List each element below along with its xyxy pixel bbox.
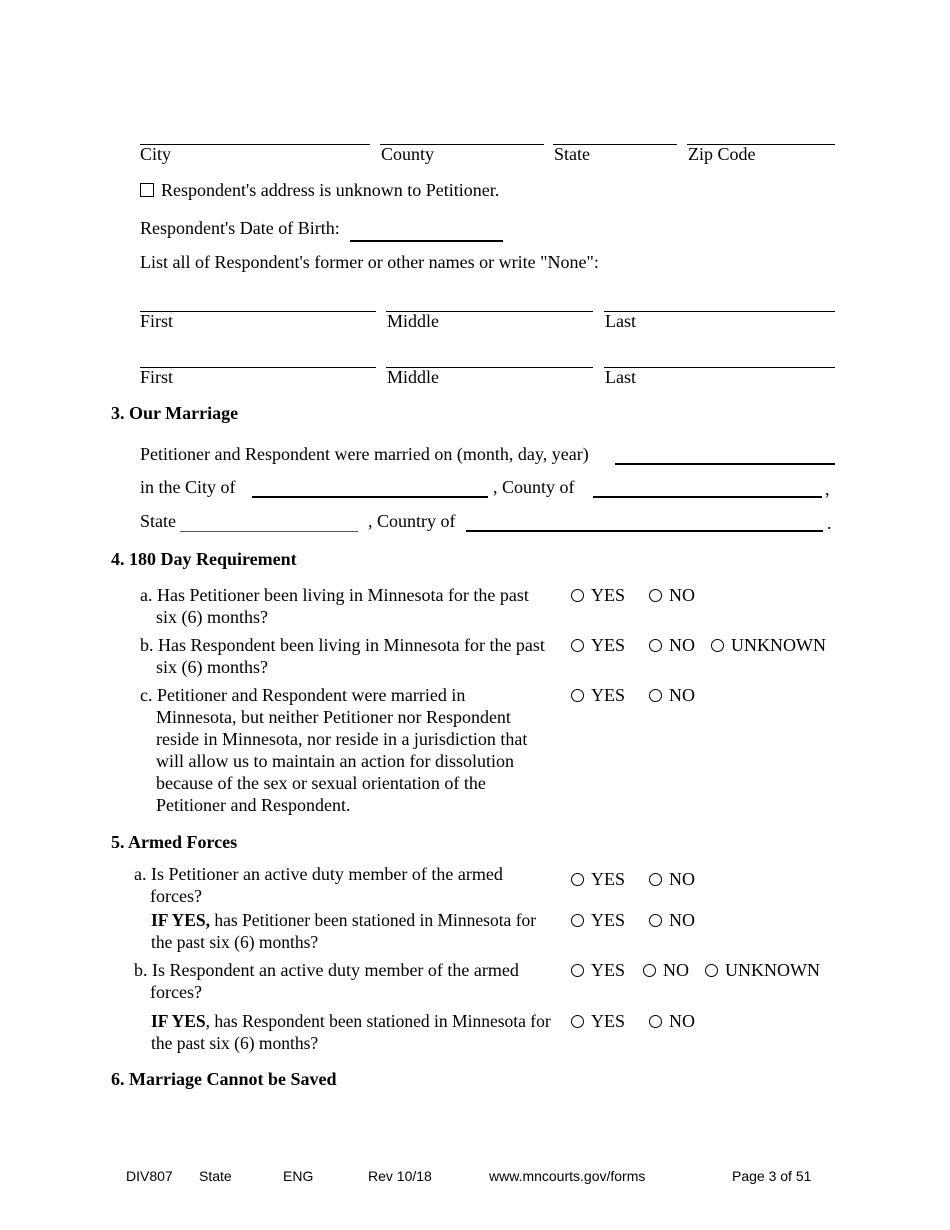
footer-language: ENG bbox=[283, 1168, 314, 1184]
unknown-address-label: Respondent's address is unknown to Petitioner. bbox=[161, 180, 500, 200]
question-text: , has Respondent been stationed in Minnesota for bbox=[205, 1011, 551, 1031]
no-radio[interactable]: NO bbox=[649, 1010, 695, 1032]
question-text: has Petitioner been stationed in Minnesota for bbox=[210, 910, 537, 930]
yes-radio[interactable]: YES bbox=[571, 1010, 649, 1032]
question-text: the past six (6) months? bbox=[151, 932, 319, 952]
yes-radio[interactable]: YES bbox=[571, 684, 649, 706]
first-label: First bbox=[140, 367, 174, 387]
radio-group-5b-if-yes bbox=[571, 1010, 695, 1032]
question-text: b. Is Respondent an active duty member of the armed bbox=[134, 960, 519, 980]
question-5a-if-yes bbox=[151, 909, 561, 953]
question-text: six (6) months? bbox=[156, 657, 268, 677]
question-text: c. Petitioner and Respondent were married in bbox=[140, 685, 466, 705]
if-yes-label: IF YES, bbox=[151, 910, 210, 930]
state-label-2: State bbox=[140, 511, 176, 531]
question-text: the past six (6) months? bbox=[151, 1033, 319, 1053]
yes-radio[interactable]: YES bbox=[571, 868, 649, 890]
yes-radio[interactable]: YES bbox=[571, 959, 643, 981]
question-text: Petitioner and Respondent. bbox=[156, 795, 351, 815]
radio-group-5a-if-yes bbox=[571, 909, 695, 931]
if-yes-label: IF YES bbox=[151, 1011, 206, 1031]
marriage-date-field[interactable] bbox=[615, 463, 835, 465]
middle-label: Middle bbox=[387, 311, 439, 331]
radio-group-4b bbox=[571, 634, 826, 656]
city-of-label: in the City of bbox=[140, 477, 236, 497]
state-label: State bbox=[554, 144, 590, 164]
unknown-radio[interactable]: UNKNOWN bbox=[711, 634, 826, 656]
radio-group-5b bbox=[571, 959, 820, 981]
footer-page-number: Page 3 of 51 bbox=[732, 1168, 812, 1184]
yes-radio[interactable]: YES bbox=[571, 909, 649, 931]
section-5-heading: 5. Armed Forces bbox=[111, 832, 238, 852]
footer-state: State bbox=[199, 1168, 232, 1184]
question-5b-if-yes bbox=[151, 1010, 561, 1054]
middle-label: Middle bbox=[387, 367, 439, 387]
section-6-heading: 6. Marriage Cannot be Saved bbox=[111, 1069, 337, 1089]
question-text: forces? bbox=[150, 886, 202, 906]
radio-group-4a bbox=[571, 584, 695, 606]
footer-revision: Rev 10/18 bbox=[368, 1168, 432, 1184]
dob-label: Respondent's Date of Birth: bbox=[140, 218, 340, 238]
last-label: Last bbox=[605, 311, 636, 331]
first-name-field-1[interactable] bbox=[140, 311, 376, 312]
dob-field[interactable] bbox=[350, 240, 503, 242]
question-4a bbox=[140, 584, 570, 628]
question-text: b. Has Respondent been living in Minnesota for the past bbox=[140, 635, 545, 655]
no-radio[interactable]: NO bbox=[649, 634, 711, 656]
marriage-country-field[interactable] bbox=[466, 530, 823, 532]
question-text: a. Is Petitioner an active duty member of the armed bbox=[134, 864, 503, 884]
marriage-city-field[interactable] bbox=[252, 496, 488, 498]
marriage-county-field[interactable] bbox=[593, 496, 822, 498]
city-field[interactable] bbox=[140, 144, 370, 145]
no-radio[interactable]: NO bbox=[649, 584, 695, 606]
question-text: reside in Minnesota, nor reside in a jurisdiction that bbox=[156, 729, 528, 749]
footer-url[interactable]: www.mncourts.gov/forms bbox=[489, 1168, 646, 1184]
question-text: will allow us to maintain an action for dissolution bbox=[156, 751, 514, 771]
no-radio[interactable]: NO bbox=[649, 868, 695, 890]
question-5b bbox=[134, 959, 564, 1003]
last-name-field-1[interactable] bbox=[604, 311, 835, 312]
no-radio[interactable]: NO bbox=[643, 959, 705, 981]
question-4b bbox=[140, 634, 570, 678]
question-text: Minnesota, but neither Petitioner nor Respondent bbox=[156, 707, 511, 727]
county-label: County bbox=[381, 144, 435, 164]
zip-label: Zip Code bbox=[688, 144, 756, 164]
footer-form-id: DIV807 bbox=[126, 1168, 173, 1184]
radio-group-5a bbox=[571, 868, 695, 890]
country-of-label: , Country of bbox=[368, 511, 456, 531]
question-4c bbox=[140, 684, 570, 816]
unknown-radio[interactable]: UNKNOWN bbox=[705, 959, 820, 981]
no-radio[interactable]: NO bbox=[649, 909, 695, 931]
yes-radio[interactable]: YES bbox=[571, 584, 649, 606]
radio-group-4c bbox=[571, 684, 695, 706]
county-of-label: , County of bbox=[493, 477, 575, 497]
section-4-heading: 4. 180 Day Requirement bbox=[111, 549, 297, 569]
yes-radio[interactable]: YES bbox=[571, 634, 649, 656]
question-text: six (6) months? bbox=[156, 607, 268, 627]
first-label: First bbox=[140, 311, 174, 331]
last-label: Last bbox=[605, 367, 636, 387]
section-3-heading: 3. Our Marriage bbox=[111, 403, 239, 423]
married-on-label: Petitioner and Respondent were married on (month, day, year) bbox=[140, 444, 589, 464]
question-text: a. Has Petitioner been living in Minnesota for the past bbox=[140, 585, 529, 605]
last-name-field-2[interactable] bbox=[604, 367, 835, 368]
city-label: City bbox=[140, 144, 172, 164]
no-radio[interactable]: NO bbox=[649, 684, 695, 706]
first-name-field-2[interactable] bbox=[140, 367, 376, 368]
question-5a bbox=[134, 863, 564, 907]
unknown-address-checkbox[interactable] bbox=[140, 183, 154, 197]
comma-punct: , bbox=[825, 479, 830, 499]
marriage-state-field[interactable] bbox=[180, 531, 358, 532]
former-names-label: List all of Respondent's former or other names or write "None": bbox=[140, 252, 599, 272]
period-punct: . bbox=[827, 513, 832, 533]
question-text: because of the sex or sexual orientation of the bbox=[156, 773, 486, 793]
question-text: forces? bbox=[150, 982, 202, 1002]
